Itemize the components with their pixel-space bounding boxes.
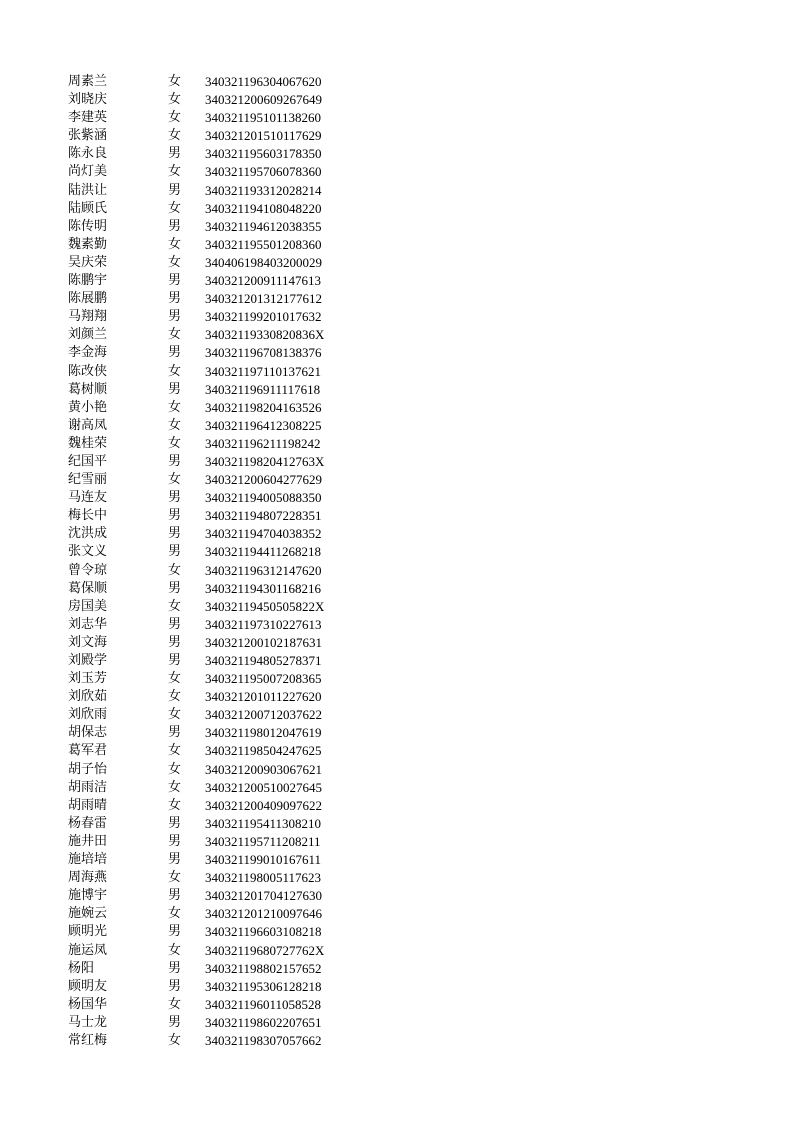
table-row	[68, 308, 388, 326]
person-id-number: 340321195501208360	[205, 236, 322, 252]
person-name: 葛保顺	[68, 580, 108, 596]
table-row	[68, 652, 388, 670]
table-row	[68, 489, 388, 507]
table-row	[68, 724, 388, 742]
table-row	[68, 91, 388, 109]
person-sex: 女	[168, 327, 182, 343]
person-id-number: 340321194807228351	[205, 508, 322, 524]
table-row	[68, 598, 388, 616]
person-sex: 女	[168, 200, 182, 216]
person-sex: 女	[168, 399, 182, 415]
person-id-number: 340321201312177612	[205, 291, 322, 307]
table-row	[68, 182, 388, 200]
person-name: 刘志华	[68, 616, 108, 632]
person-name: 周素兰	[68, 74, 108, 89]
person-sex: 女	[168, 254, 182, 270]
person-name: 杨春雷	[68, 815, 108, 831]
records-table	[68, 73, 388, 1050]
person-id-number: 340321197110137621	[205, 363, 322, 379]
person-name: 胡雨晴	[68, 797, 108, 813]
person-id-number: 34032119680727762X	[205, 942, 325, 958]
table-row	[68, 127, 388, 145]
person-sex: 男	[168, 508, 182, 524]
person-id-number: 340321194612038355	[205, 218, 322, 234]
person-id-number: 340321196304067620	[205, 74, 322, 89]
person-id-number: 340321198802157652	[205, 960, 322, 976]
person-id-number: 340321198005117623	[205, 870, 322, 886]
table-row	[68, 254, 388, 272]
table-row	[68, 942, 388, 960]
person-name: 施博宇	[68, 888, 108, 904]
table-row	[68, 688, 388, 706]
person-sex: 女	[168, 74, 182, 89]
person-id-number: 340321194411268218	[205, 544, 322, 560]
table-row	[68, 869, 388, 887]
table-row	[68, 399, 388, 417]
person-id-number: 340321196312147620	[205, 562, 322, 578]
person-name: 胡雨洁	[68, 779, 108, 795]
person-id-number: 340321201011227620	[205, 689, 322, 705]
table-row	[68, 833, 388, 851]
person-id-number: 340321201704127630	[205, 888, 322, 904]
table-row	[68, 507, 388, 525]
person-sex: 女	[168, 417, 182, 433]
person-id-number: 340321195411308210	[205, 815, 322, 831]
table-row	[68, 815, 388, 833]
table-row	[68, 960, 388, 978]
person-id-number: 340321201210097646	[205, 906, 322, 922]
person-id-number: 340321196708138376	[205, 345, 322, 361]
person-id-number: 340321200911147613	[205, 273, 322, 289]
person-name: 纪国平	[68, 453, 108, 469]
person-id-number: 340321194301168216	[205, 580, 322, 596]
person-name: 马士龙	[68, 1014, 108, 1030]
person-id-number: 340321200604277629	[205, 472, 322, 488]
person-sex: 男	[168, 888, 182, 904]
person-id-number: 340321195711208211	[205, 833, 321, 849]
table-row	[68, 634, 388, 652]
person-name: 施运凤	[68, 942, 108, 958]
table-row	[68, 742, 388, 760]
person-sex: 女	[168, 761, 182, 777]
person-sex: 男	[168, 309, 182, 325]
person-id-number: 340321194805278371	[205, 653, 322, 668]
person-sex: 男	[168, 453, 182, 469]
person-id-number: 340321194108048220	[205, 200, 322, 216]
person-sex: 女	[168, 671, 182, 687]
person-name: 刘玉芳	[68, 671, 108, 687]
person-id-number: 340321195603178350	[205, 146, 322, 162]
person-sex: 男	[168, 526, 182, 542]
person-name: 吴庆荣	[68, 254, 108, 270]
person-id-number: 340321195706078360	[205, 164, 322, 180]
person-sex: 女	[168, 236, 182, 252]
table-row	[68, 109, 388, 127]
person-name: 张紫涵	[68, 128, 108, 144]
table-row	[68, 471, 388, 489]
person-sex: 男	[168, 218, 182, 234]
person-name: 梅长中	[68, 508, 108, 524]
person-name: 张文义	[68, 544, 108, 560]
person-sex: 女	[168, 110, 182, 126]
person-sex: 女	[168, 996, 182, 1012]
person-sex: 女	[168, 779, 182, 795]
person-sex: 女	[168, 707, 182, 723]
person-name: 陈永良	[68, 146, 108, 162]
person-sex: 女	[168, 689, 182, 705]
person-id-number: 340321194005088350	[205, 490, 322, 506]
person-name: 刘殿学	[68, 653, 108, 668]
person-sex: 男	[168, 960, 182, 976]
person-name: 陈鹏宇	[68, 273, 108, 289]
person-sex: 女	[168, 942, 182, 958]
person-id-number: 340321200409097622	[205, 797, 322, 813]
person-sex: 男	[168, 580, 182, 596]
person-sex: 女	[168, 472, 182, 488]
person-name: 谢高凤	[68, 417, 108, 433]
person-id-number: 340321196412308225	[205, 417, 322, 433]
person-sex: 女	[168, 435, 182, 451]
table-row	[68, 905, 388, 923]
person-name: 马连友	[68, 490, 108, 506]
table-row	[68, 453, 388, 471]
person-name: 刘欣雨	[68, 707, 108, 723]
person-id-number: 340321200903067621	[205, 761, 322, 777]
person-id-number: 340321198504247625	[205, 743, 322, 759]
person-sex: 女	[168, 906, 182, 922]
person-name: 周海燕	[68, 870, 108, 886]
table-row	[68, 580, 388, 598]
person-id-number: 340321195306128218	[205, 978, 322, 994]
person-name: 刘颜兰	[68, 327, 108, 343]
person-sex: 男	[168, 381, 182, 397]
person-id-number: 340321194704038352	[205, 526, 322, 542]
person-sex: 男	[168, 924, 182, 940]
person-name: 杨国华	[68, 996, 108, 1012]
person-name: 施培培	[68, 852, 108, 868]
person-sex: 女	[168, 797, 182, 813]
person-name: 曾令琼	[68, 562, 108, 578]
person-sex: 女	[168, 92, 182, 108]
person-name: 施婉云	[68, 906, 108, 922]
person-id-number: 340406198403200029	[205, 254, 322, 270]
table-row	[68, 163, 388, 181]
person-name: 刘欣茹	[68, 689, 108, 705]
person-sex: 女	[168, 1032, 182, 1048]
person-sex: 男	[168, 1014, 182, 1030]
person-id-number: 340321196011058528	[205, 996, 322, 1012]
person-id-number: 340321201510117629	[205, 128, 322, 144]
person-sex: 男	[168, 146, 182, 162]
table-row	[68, 779, 388, 797]
person-name: 陈改侠	[68, 363, 108, 379]
person-sex: 男	[168, 634, 182, 650]
person-sex: 男	[168, 273, 182, 289]
table-row	[68, 417, 388, 435]
person-sex: 男	[168, 978, 182, 994]
table-row	[68, 1014, 388, 1032]
person-id-number: 340321200102187631	[205, 634, 322, 650]
person-name: 刘文海	[68, 634, 108, 650]
table-row	[68, 218, 388, 236]
person-sex: 男	[168, 345, 182, 361]
table-row	[68, 543, 388, 561]
table-row	[68, 381, 388, 399]
table-row	[68, 1032, 388, 1050]
person-name: 施井田	[68, 833, 108, 849]
person-name: 胡保志	[68, 725, 108, 741]
person-sex: 女	[168, 363, 182, 379]
person-id-number: 340321193312028214	[205, 182, 322, 198]
table-row	[68, 761, 388, 779]
table-row	[68, 435, 388, 453]
table-row	[68, 706, 388, 724]
person-name: 胡子怡	[68, 761, 108, 777]
person-name: 陆洪让	[68, 182, 108, 198]
person-name: 陈展鹏	[68, 291, 108, 307]
person-sex: 女	[168, 870, 182, 886]
person-name: 沈洪成	[68, 526, 108, 542]
table-row	[68, 145, 388, 163]
person-id-number: 340321199201017632	[205, 309, 322, 325]
person-name: 陆顾氏	[68, 200, 108, 216]
person-id-number: 34032119330820836X	[205, 327, 325, 343]
person-name: 李金海	[68, 345, 108, 361]
table-row	[68, 326, 388, 344]
person-sex: 女	[168, 128, 182, 144]
person-id-number: 340321198602207651	[205, 1014, 322, 1030]
person-sex: 男	[168, 291, 182, 307]
person-name: 房国美	[68, 598, 108, 614]
person-sex: 女	[168, 743, 182, 759]
table-row	[68, 290, 388, 308]
person-name: 马翔翔	[68, 309, 108, 325]
person-id-number: 340321196911117618	[205, 381, 321, 397]
person-sex: 女	[168, 164, 182, 180]
person-sex: 男	[168, 833, 182, 849]
person-id-number: 340321200510027645	[205, 779, 322, 795]
person-id-number: 340321200609267649	[205, 92, 322, 108]
person-id-number: 340321196211198242	[205, 435, 321, 451]
person-id-number: 340321200712037622	[205, 707, 322, 723]
person-name: 刘晓庆	[68, 92, 108, 108]
table-row	[68, 525, 388, 543]
person-name: 陈传明	[68, 218, 108, 234]
person-sex: 女	[168, 598, 182, 614]
person-name: 魏素勤	[68, 236, 108, 252]
person-sex: 男	[168, 725, 182, 741]
person-name: 纪雪丽	[68, 472, 108, 488]
table-row	[68, 923, 388, 941]
table-row	[68, 236, 388, 254]
table-row	[68, 996, 388, 1014]
person-id-number: 34032119820412763X	[205, 453, 325, 469]
person-name: 常红梅	[68, 1032, 108, 1048]
table-row	[68, 851, 388, 869]
person-name: 顾明光	[68, 924, 108, 940]
table-row	[68, 200, 388, 218]
person-id-number: 340321198204163526	[205, 399, 322, 415]
person-name: 魏桂荣	[68, 435, 108, 451]
person-id-number: 340321197310227613	[205, 616, 322, 632]
person-sex: 男	[168, 815, 182, 831]
person-name: 尚灯美	[68, 164, 108, 180]
table-row	[68, 344, 388, 362]
person-sex: 男	[168, 490, 182, 506]
table-row	[68, 616, 388, 634]
person-sex: 男	[168, 653, 182, 668]
person-id-number: 340321198012047619	[205, 725, 322, 741]
person-name: 顾明友	[68, 978, 108, 994]
person-name: 葛树顺	[68, 381, 108, 397]
table-row	[68, 363, 388, 381]
table-row	[68, 978, 388, 996]
person-name: 李建英	[68, 110, 108, 126]
table-row	[68, 670, 388, 688]
person-id-number: 340321199010167611	[205, 852, 322, 868]
person-id-number: 340321198307057662	[205, 1032, 322, 1048]
person-sex: 男	[168, 616, 182, 632]
person-id-number: 340321195007208365	[205, 671, 322, 687]
table-row	[68, 887, 388, 905]
person-sex: 男	[168, 852, 182, 868]
person-sex: 男	[168, 182, 182, 198]
person-id-number: 340321196603108218	[205, 924, 322, 940]
table-row	[68, 797, 388, 815]
person-name: 黄小艳	[68, 399, 108, 415]
person-name: 葛军君	[68, 743, 108, 759]
person-sex: 男	[168, 544, 182, 560]
table-row	[68, 73, 388, 91]
person-id-number: 340321195101138260	[205, 110, 322, 126]
person-id-number: 34032119450505822X	[205, 598, 325, 614]
person-name: 杨阳	[68, 960, 95, 976]
person-sex: 女	[168, 562, 182, 578]
table-row	[68, 272, 388, 290]
table-row	[68, 562, 388, 580]
